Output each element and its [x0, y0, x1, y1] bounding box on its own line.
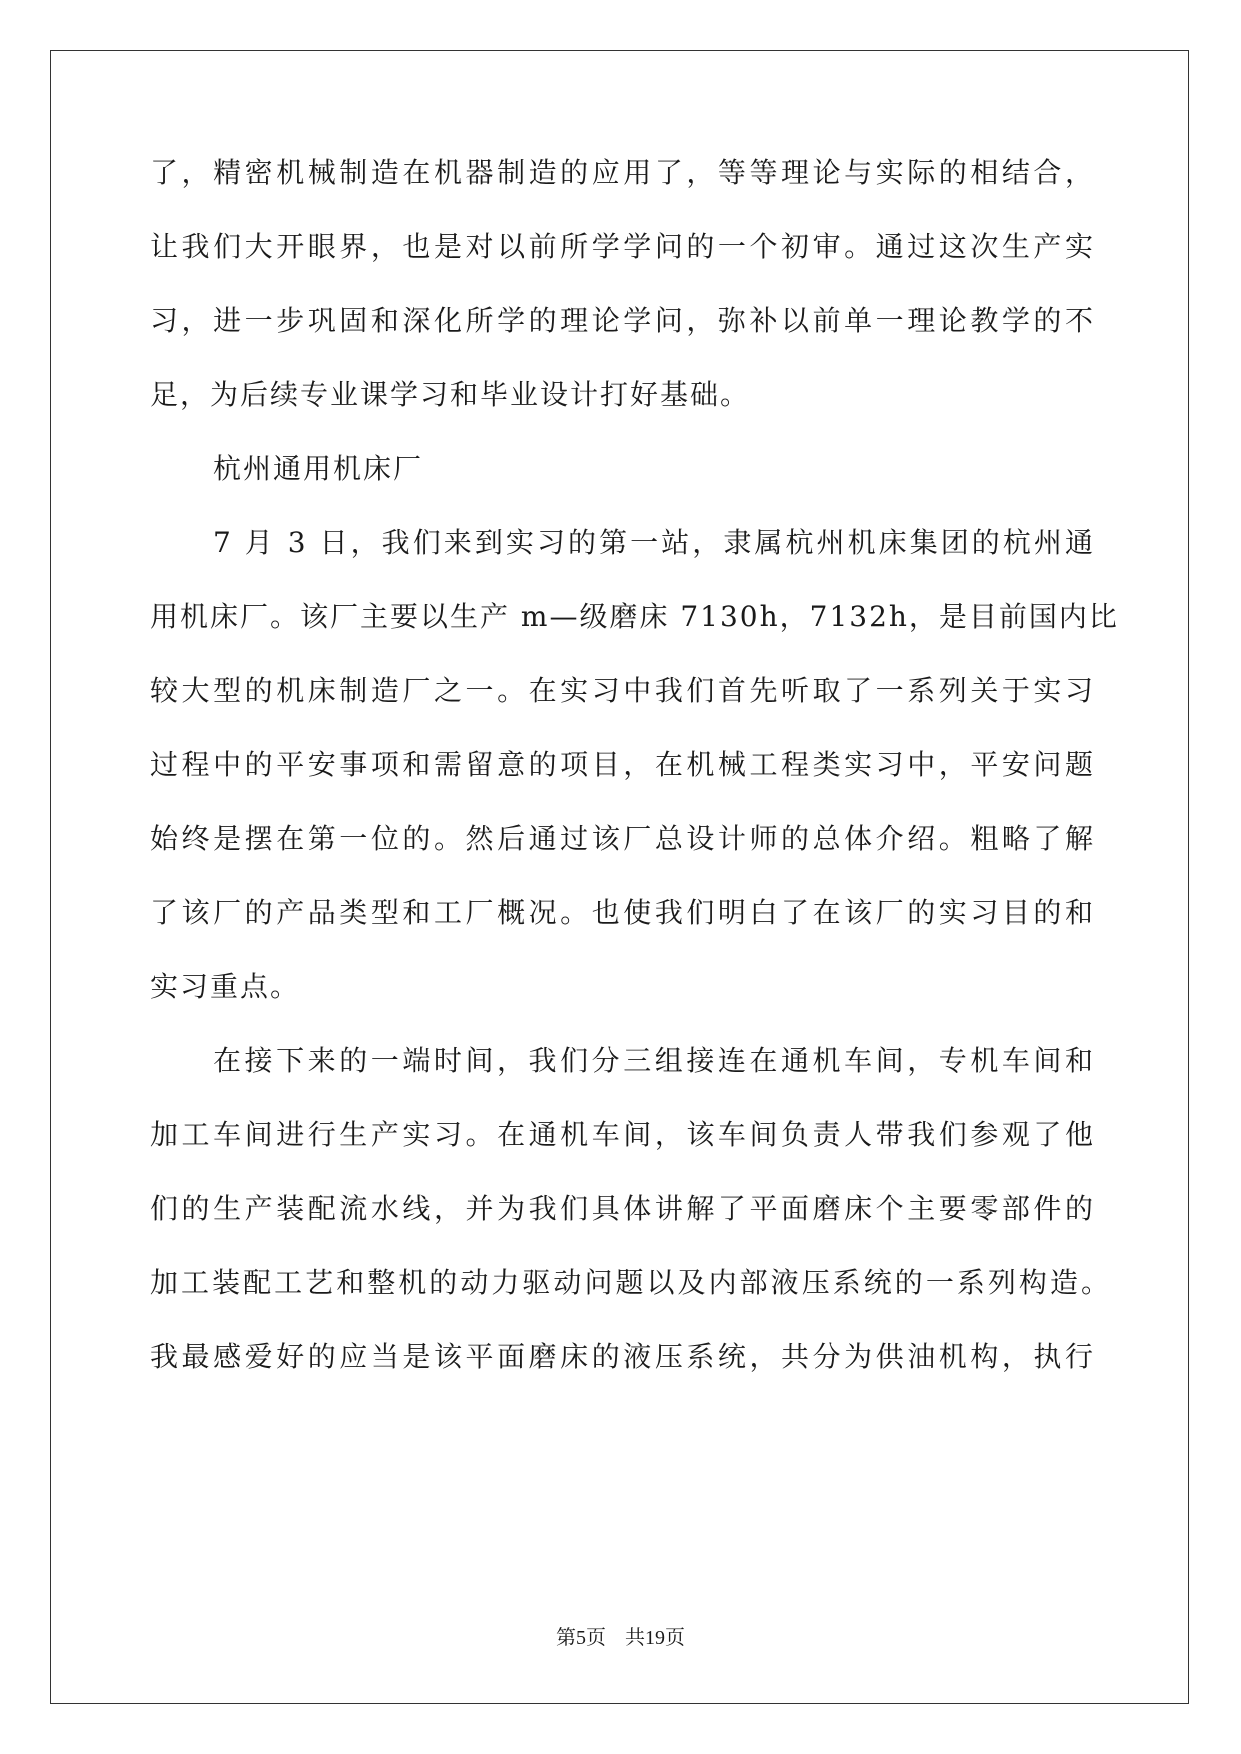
footer-page-number: 5 — [575, 1627, 586, 1649]
footer-page-prefix: 第 — [555, 1625, 576, 1649]
footer-total-suffix: 页 — [665, 1625, 686, 1649]
body-text-line: 习，进一步巩固和深化所学的理论学问，弥补以前单一理论教学的不 — [150, 304, 1095, 337]
body-text-line: 在接下来的一端时间，我们分三组接连在通机车间，专机车间和 — [213, 1044, 1095, 1077]
body-text-line: 加工车间进行生产实习。在通机车间，该车间负责人带我们参观了他 — [150, 1118, 1095, 1151]
body-text-line: 过程中的平安事项和需留意的项目，在机械工程类实习中，平安问题 — [150, 748, 1095, 781]
page-footer — [0, 1625, 1241, 1650]
footer-total-pages: 19 — [645, 1627, 666, 1649]
body-text-line: 7 月 3 日，我们来到实习的第一站，隶属杭州机床集团的杭州通 — [213, 526, 1095, 559]
body-text-line: 用机床厂。该厂主要以生产 m—级磨床 7130h，7132h，是目前国内比 — [150, 600, 1119, 633]
body-text-line: 足，为后续专业课学习和毕业设计打好基础。 — [150, 378, 751, 411]
body-text-line: 让我们大开眼界，也是对以前所学学问的一个初审。通过这次生产实 — [150, 230, 1095, 263]
body-text-line: 加工装配工艺和整机的动力驱动问题以及内部液压系统的一系列构造。 — [150, 1266, 1110, 1299]
body-text-line: 了，精密机械制造在机器制造的应用了，等等理论与实际的相结合， — [150, 156, 1095, 189]
body-text-line: 始终是摆在第一位的。然后通过该厂总设计师的总体介绍。粗略了解 — [150, 822, 1095, 855]
body-text-line: 实习重点。 — [150, 970, 301, 1003]
section-heading: 杭州通用机床厂 — [213, 452, 424, 485]
body-text-line: 我最感爱好的应当是该平面磨床的液压系统，共分为供油机构，执行 — [150, 1340, 1095, 1373]
body-text-line: 们的生产装配流水线，并为我们具体讲解了平面磨床个主要零部件的 — [150, 1192, 1095, 1225]
footer-total-prefix: 共 — [625, 1625, 646, 1649]
body-text-line: 较大型的机床制造厂之一。在实习中我们首先听取了一系列关于实习 — [150, 674, 1095, 707]
body-text-line: 了该厂的产品类型和工厂概况。也使我们明白了在该厂的实习目的和 — [150, 896, 1095, 929]
page-border — [50, 50, 1189, 1704]
footer-page-suffix: 页 — [585, 1625, 606, 1649]
